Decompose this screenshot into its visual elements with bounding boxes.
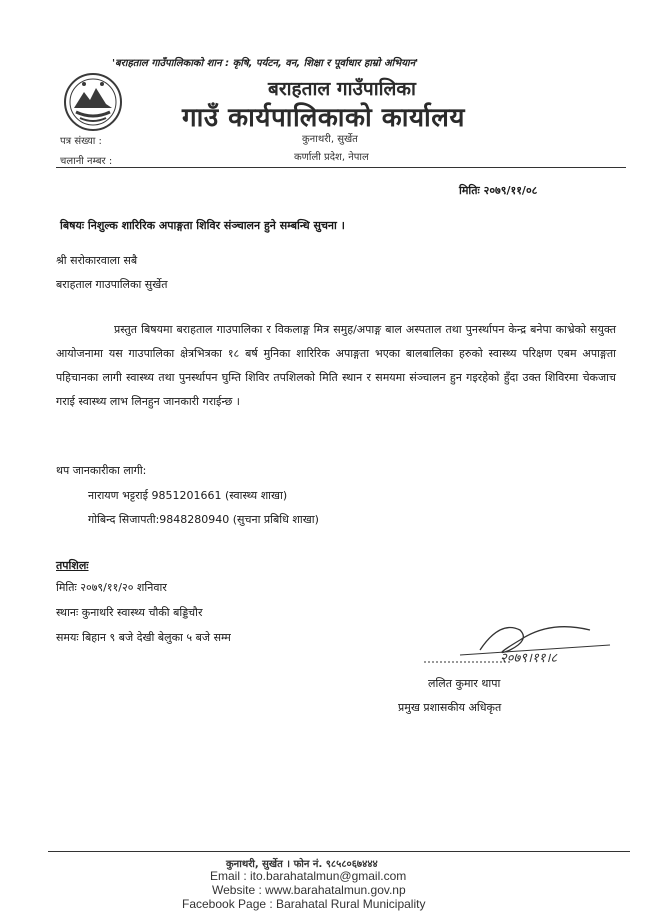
letter-number-label: पत्र संख्या : bbox=[60, 136, 102, 147]
footer-divider bbox=[48, 851, 630, 852]
office-name: गाउँ कार्यपालिकाको कार्यालय bbox=[182, 103, 465, 133]
contact-2: गोबिन्द सिजापती:9848280940 (सुचना प्रबिधि शाखा) bbox=[88, 513, 319, 526]
recipient-line-1: श्री सरोकारवाला सबै bbox=[56, 254, 138, 267]
address-line-2: कर्णाली प्रदेश, नेपाल bbox=[294, 152, 369, 163]
dispatch-number-label: चलानी नम्बर : bbox=[60, 156, 113, 167]
slogan: 'बराहताल गाउँपालिकाको शान : कृषि, पर्यटन, वन, शिक्षा र पूर्वाधार हाम्रो अभियान' bbox=[112, 58, 419, 69]
detail-date: मितिः २०७९/११/२० शनिवार bbox=[56, 581, 167, 594]
letter-body: प्रस्तुत बिषयमा बराहताल गाउपालिका र विकलाङ्ग मित्र समुह/अपाङ्ग बाल अस्पताल तथा पुनर्स्थापन केन्द्र बनेपा काभ्रेको सयुक्त आयोजनामा यस गाउपालिका क्षेत्रभित्रका १८ बर्ष मुनिका शारिरिक अपाङ्गता भएका बालबालिका हरुको स्वास्थ्य परिक्षण एबम अपाङ्गता पहिचानका लागी स्वास्थ्य तथा पुनर्स्थापन घुम्ति शिविर तपशिलको मिति स्थान र समयमा संञ्चालन हुन गइरहेको हुँदा उक्त शिविरमा चेकजाच गराई स्वास्थ्य लाभ लिनहुन जानकारी गराईन्छ । bbox=[56, 323, 616, 408]
signatory-title: प्रमुख प्रशासकीय अधिकृत bbox=[398, 701, 502, 714]
letter-date: मितिः २०७९/११/०८ bbox=[459, 184, 538, 197]
footer-website: Website : www.barahatalmun.gov.np bbox=[212, 883, 406, 897]
contact-heading: थप जानकारीका लागी: bbox=[56, 464, 147, 477]
letter-subject: बिषयः निशुल्क शारिरिक अपाङ्गता शिविर संञ्चालन हुने सम्बन्धि सुचना । bbox=[60, 219, 345, 232]
detail-place: स्थानः कुनाथरि स्वास्थ्य चौकी बड्डिचौर bbox=[56, 606, 203, 619]
nepal-emblem-logo bbox=[62, 72, 124, 132]
signature-handwritten-date: २०७९।११।८ bbox=[500, 651, 558, 666]
detail-time: समयः बिहान ९ बजे देखी बेलुका ५ बजे सम्म bbox=[56, 631, 231, 644]
org-name: बराहताल गाउँपालिका bbox=[268, 78, 416, 100]
details-heading: तपशिलः bbox=[56, 559, 89, 572]
recipient-line-2: बराहताल गाउपालिका सुर्खेत bbox=[56, 278, 168, 291]
footer-facebook: Facebook Page : Barahatal Rural Municipality bbox=[182, 897, 426, 911]
contact-1: नारायण भट्टराई 9851201661 (स्वास्थ्य शाखा) bbox=[88, 489, 288, 502]
signatory-name: ललित कुमार थापा bbox=[428, 677, 501, 690]
footer-email: Email : ito.barahatalmun@gmail.com bbox=[210, 869, 407, 883]
footer-address-phone: कुनाथरी, सुर्खेत । फोन नं. ९८५८०६७४४४ bbox=[226, 859, 378, 870]
address-line-1: कुनाथरी, सुर्खेत bbox=[302, 134, 358, 145]
header-divider bbox=[56, 167, 626, 168]
